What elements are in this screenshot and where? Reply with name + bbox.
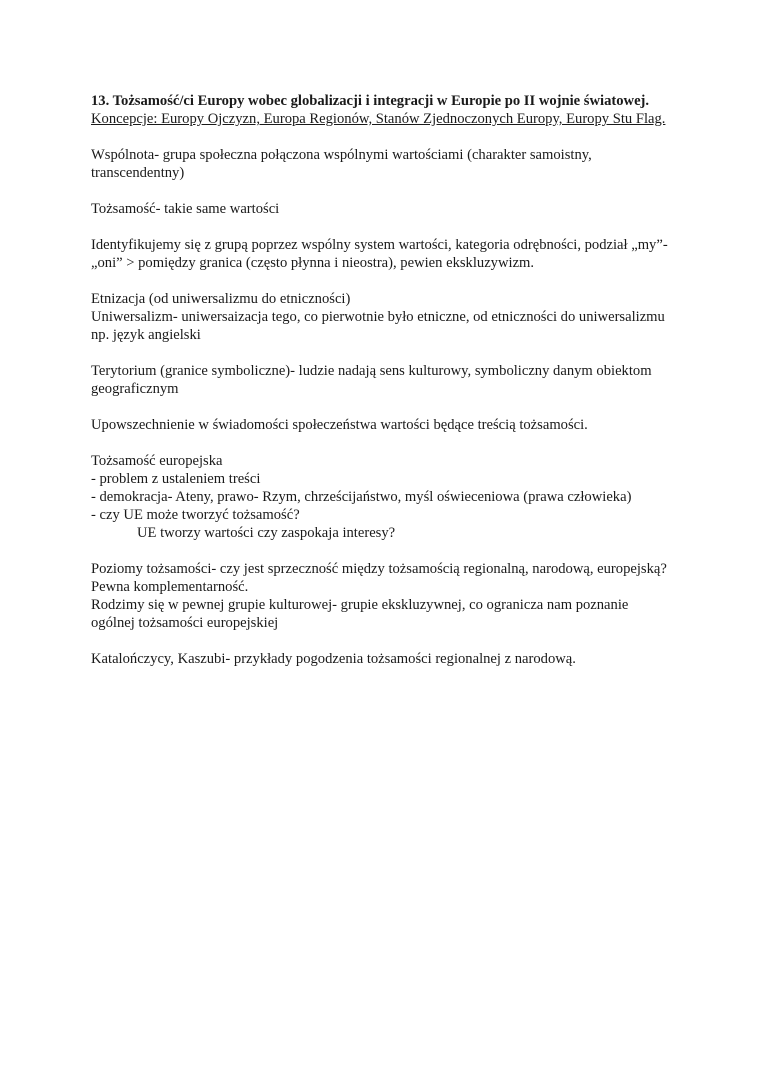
paragraph-gap	[91, 128, 671, 146]
levels-paragraph: Poziomy tożsamości- czy jest sprzeczność między tożsamością regionalną, narodową, europejską?	[91, 561, 667, 577]
paragraph-gap	[91, 182, 671, 200]
born-into-paragraph: Rodzimy się w pewnej grupie kulturowej- grupie ekskluzywnej, co ogranicza nam poznanie ogólnej tożsamości europejskiej	[91, 597, 629, 631]
list-item: - czy UE może tworzyć tożsamość?	[91, 507, 300, 523]
indented-question: UE tworzy wartości czy zaspokaja interesy?	[137, 525, 396, 541]
document-page	[91, 92, 671, 668]
paragraph-gap	[91, 542, 671, 560]
concepts-line: Koncepcje: Europy Ojczyzn, Europa Regionów, Stanów Zjednoczonych Europy, Europy Stu Flag.	[91, 111, 666, 127]
paragraph-gap	[91, 434, 671, 452]
list-item: - problem z ustaleniem treści	[91, 471, 261, 487]
paragraph-gap	[91, 218, 671, 236]
identification-paragraph: Identyfikujemy się z grupą poprzez wspólny system wartości, kategoria odrębności, podział „my”-„oni” > pomiędzy granica (często płynna i nieostra), pewien ekskluzywizm.	[91, 237, 668, 271]
paragraph-gap	[91, 344, 671, 362]
list-item: - demokracja- Ateny, prawo- Rzym, chrześcijaństwo, myśl oświeceniowa (prawa człowieka)	[91, 489, 632, 505]
document-title: 13. Tożsamość/ci Europy wobec globalizacji i integracji w Europie po II wojnie światowej.	[91, 93, 650, 109]
territory-paragraph: Terytorium (granice symboliczne)- ludzie nadają sens kulturowy, symboliczny danym obiektom geograficznym	[91, 363, 652, 397]
paragraph-gap	[91, 272, 671, 290]
dissemination-paragraph: Upowszechnienie w świadomości społeczeństwa wartości będące treścią tożsamości.	[91, 417, 588, 433]
ethnicization-line: Etnizacja (od uniwersalizmu do etniczności)	[91, 291, 351, 307]
paragraph-gap	[91, 398, 671, 416]
community-paragraph: Wspólnota- grupa społeczna połączona wspólnymi wartościami (charakter samoistny, transcendentny)	[91, 147, 592, 181]
universalism-paragraph: Uniwersalizm- uniwersaizacja tego, co pierwotnie było etniczne, od etniczności do uniwersalizmu np. język angielski	[91, 309, 665, 343]
complementarity-line: Pewna komplementarność.	[91, 579, 249, 595]
european-identity-heading: Tożsamość europejska	[91, 453, 223, 469]
identity-definition: Tożsamość- takie same wartości	[91, 201, 280, 217]
examples-paragraph: Katalończycy, Kaszubi- przykłady pogodzenia tożsamości regionalnej z narodową.	[91, 651, 576, 667]
paragraph-gap	[91, 632, 671, 650]
